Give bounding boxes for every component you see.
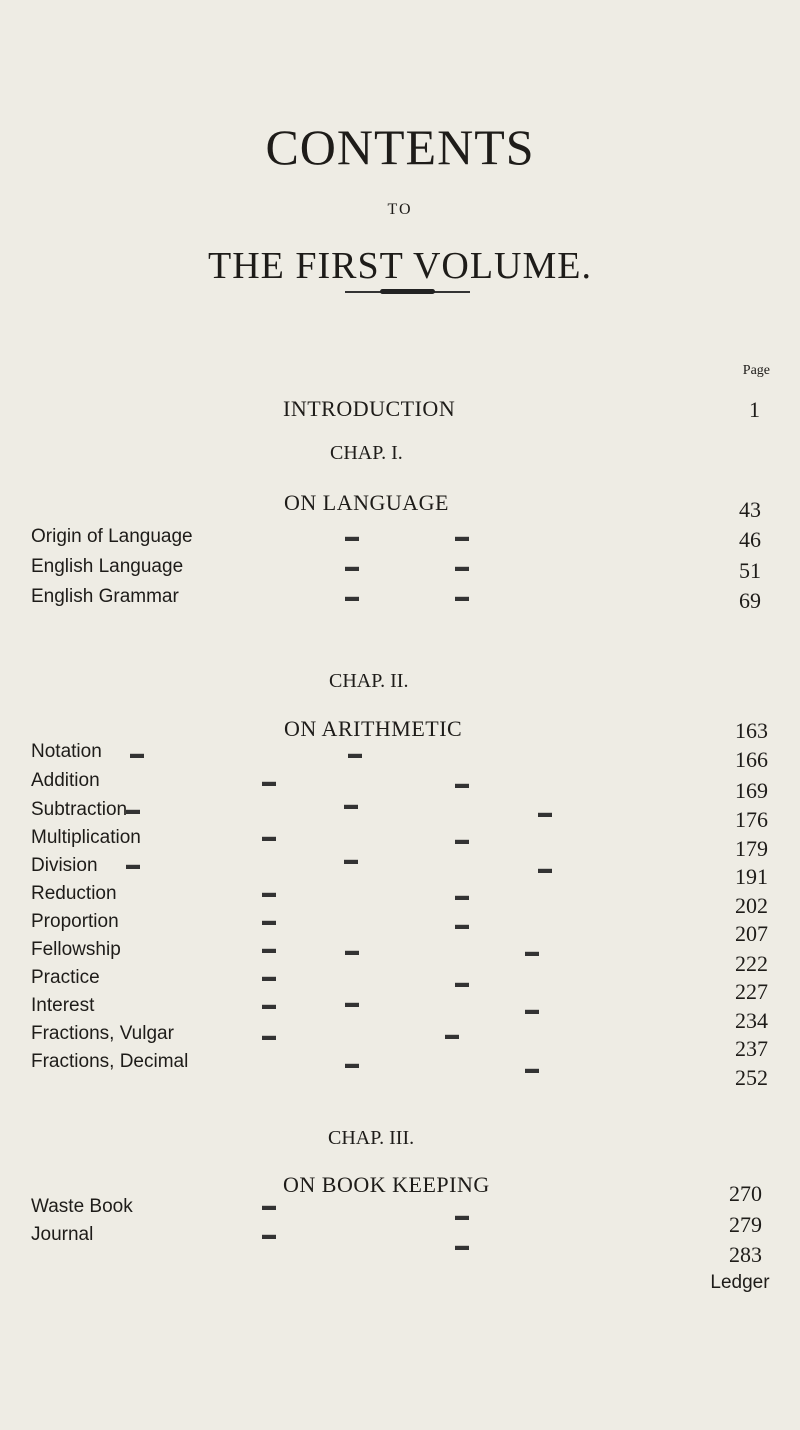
toc-entry-label: Journal [31, 1224, 94, 1245]
toc-entry-page: 202 [735, 893, 768, 918]
toc-entry-page: 179 [735, 836, 768, 861]
toc-entry-label: Proportion [31, 911, 119, 932]
toc-entry-page: 51 [739, 558, 761, 583]
toc-entry-label: English Language [31, 556, 184, 577]
toc-entry-label: Interest [31, 995, 95, 1016]
toc-entry-page: 169 [735, 778, 768, 803]
introduction-page: 1 [749, 397, 760, 422]
leader-dash: ▬ [455, 833, 469, 848]
leader-dash: ▬ [445, 1028, 459, 1043]
leader-dash: ▬ [348, 747, 362, 762]
leader-dash: ▬ [130, 747, 144, 762]
leader-dash: ▬ [345, 944, 359, 959]
ornamental-divider-center [380, 289, 435, 294]
toc-entry-page: 46 [739, 527, 761, 552]
leader-dash: ▬ [262, 1199, 276, 1214]
leader-dash: ▬ [126, 803, 140, 818]
leader-dash: ▬ [455, 889, 469, 904]
subtitle-to: TO [387, 201, 413, 218]
toc-entry-page: 176 [735, 807, 768, 832]
toc-entry-page: 237 [735, 1036, 768, 1061]
leader-dash: ▬ [345, 560, 359, 575]
page-title: CONTENTS [265, 119, 535, 175]
toc-entry-label: Ledger [710, 1272, 770, 1293]
toc-entry-page: 279 [729, 1212, 762, 1237]
toc-entry-page: 69 [739, 588, 761, 613]
leader-dash: ▬ [525, 945, 539, 960]
toc-entry-label: Multiplication [31, 827, 141, 848]
toc-entry-page: 207 [735, 921, 768, 946]
leader-dash: ▬ [455, 530, 469, 545]
toc-entry-label: Origin of Language [31, 526, 193, 547]
leader-dash: ▬ [262, 886, 276, 901]
leader-dash: ▬ [344, 798, 358, 813]
leader-dash: ▬ [345, 590, 359, 605]
chap3-heading: ON BOOK KEEPING [283, 1172, 490, 1197]
leader-dash: ▬ [525, 1003, 539, 1018]
leader-dash: ▬ [262, 970, 276, 985]
toc-entry-label: Notation [31, 741, 102, 762]
leader-dash: ▬ [262, 1029, 276, 1044]
leader-dash: ▬ [262, 775, 276, 790]
chap3-page: 270 [729, 1181, 762, 1206]
toc-entry-page: 252 [735, 1065, 768, 1090]
toc-entry-label: Reduction [31, 883, 117, 904]
toc-entry-label: Fellowship [31, 939, 121, 960]
toc-entry-page: 283 [729, 1242, 762, 1267]
leader-dash: ▬ [126, 858, 140, 873]
toc-entry-page: 234 [735, 1008, 768, 1033]
toc-entry-label: Practice [31, 967, 100, 988]
leader-dash: ▬ [538, 806, 552, 821]
toc-entry-label: Fractions, Vulgar [31, 1023, 174, 1044]
leader-dash: ▬ [455, 1209, 469, 1224]
leader-dash: ▬ [538, 862, 552, 877]
chap1-label: CHAP. I. [330, 442, 403, 464]
chap3-label: CHAP. III. [328, 1127, 415, 1149]
leader-dash: ▬ [262, 914, 276, 929]
leader-dash: ▬ [345, 530, 359, 545]
leader-dash: ▬ [455, 777, 469, 792]
chap1-page: 43 [739, 497, 761, 522]
toc-entry-page: 166 [735, 747, 768, 772]
toc-entry-page: 222 [735, 951, 768, 976]
chap2-page: 163 [735, 718, 768, 743]
toc-entry-label: Waste Book [31, 1196, 133, 1217]
chap2-label: CHAP. II. [329, 670, 409, 692]
toc-entry-label: Division [31, 855, 98, 876]
page-column-label: Page [742, 363, 770, 378]
toc-entry-label: Addition [31, 770, 100, 791]
leader-dash: ▬ [455, 976, 469, 991]
chap1-heading: ON LANGUAGE [284, 490, 449, 515]
leader-dash: ▬ [455, 560, 469, 575]
leader-dash: ▬ [455, 918, 469, 933]
volume-subtitle: THE FIRST VOLUME. [207, 245, 592, 287]
leader-dash: ▬ [262, 1228, 276, 1243]
chap2-heading: ON ARITHMETIC [284, 716, 463, 741]
toc-entry-page: 191 [735, 864, 768, 889]
toc-entry-page: 227 [735, 979, 768, 1004]
leader-dash: ▬ [262, 942, 276, 957]
leader-dash: ▬ [345, 1057, 359, 1072]
leader-dash: ▬ [262, 998, 276, 1013]
leader-dash: ▬ [455, 1239, 469, 1254]
leader-dash: ▬ [262, 830, 276, 845]
leader-dash: ▬ [344, 853, 358, 868]
leader-dash: ▬ [525, 1062, 539, 1077]
toc-entry-label: Fractions, Decimal [31, 1051, 189, 1072]
leader-dash: ▬ [345, 996, 359, 1011]
introduction-heading: INTRODUCTION [283, 396, 456, 421]
toc-entry-label: English Grammar [31, 586, 179, 607]
leader-dash: ▬ [455, 590, 469, 605]
toc-entry-label: Subtraction [31, 799, 128, 820]
